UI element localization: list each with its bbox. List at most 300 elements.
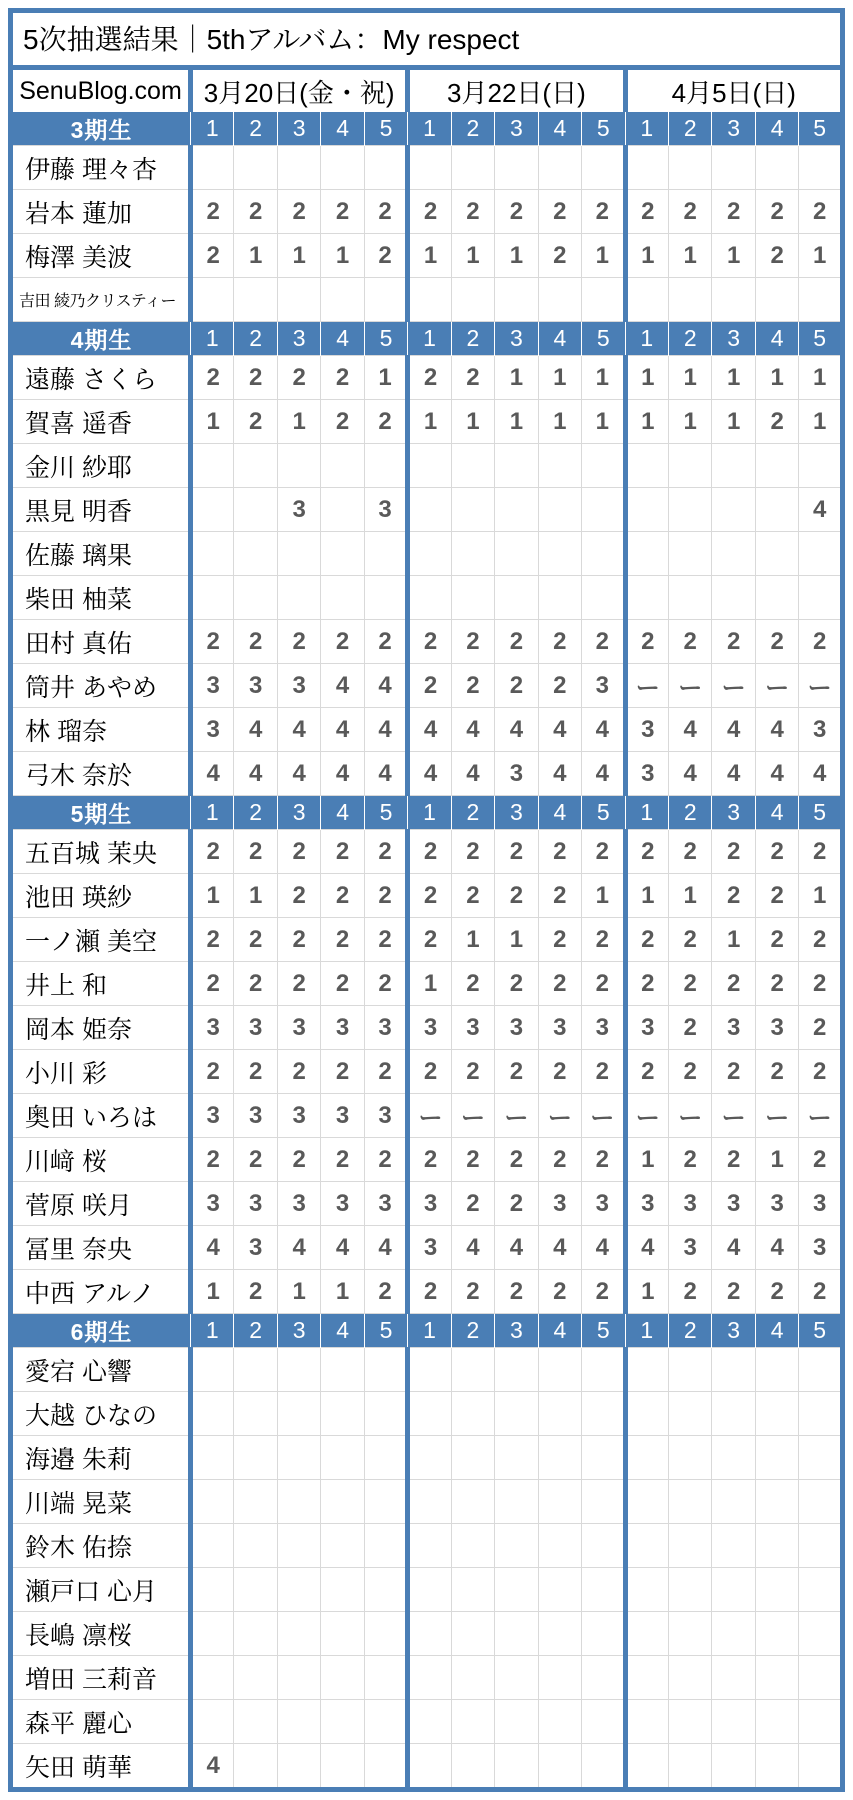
member-name: 佐藤 璃果 [11, 532, 191, 576]
value-cell [755, 488, 798, 532]
value-cell [668, 1744, 711, 1790]
value-cell [234, 1480, 277, 1524]
value-cell: 2 [538, 234, 581, 278]
value-cell [364, 532, 407, 576]
value-cell [364, 1524, 407, 1568]
table-row [11, 1094, 843, 1138]
value-cell [451, 576, 494, 620]
value-cell: ー [755, 664, 798, 708]
value-cell [234, 1436, 277, 1480]
value-cell [451, 1348, 494, 1392]
value-cell: 1 [538, 356, 581, 400]
value-cell: 1 [277, 234, 320, 278]
value-cell [712, 444, 755, 488]
value-cell [451, 1436, 494, 1480]
slot-number: 4 [321, 1314, 364, 1348]
value-cell: 2 [538, 664, 581, 708]
value-cell: 4 [277, 752, 320, 796]
value-cell [277, 1700, 320, 1744]
value-cell: 2 [712, 620, 755, 664]
slot-number: 2 [451, 796, 494, 830]
value-cell: 2 [538, 190, 581, 234]
value-cell [538, 1656, 581, 1700]
value-cell [582, 444, 625, 488]
value-cell [582, 1700, 625, 1744]
value-cell [191, 1700, 234, 1744]
value-cell: 2 [625, 918, 668, 962]
value-cell: 1 [799, 356, 843, 400]
value-cell [625, 146, 668, 190]
value-cell: 1 [495, 234, 538, 278]
value-cell: 4 [321, 1226, 364, 1270]
value-cell: 2 [277, 830, 320, 874]
value-cell [277, 1656, 320, 1700]
value-cell: 2 [799, 190, 843, 234]
value-cell [234, 576, 277, 620]
value-cell: 2 [538, 874, 581, 918]
value-cell [451, 278, 494, 322]
value-cell: 2 [755, 190, 798, 234]
value-cell: 1 [538, 400, 581, 444]
value-cell: 1 [451, 234, 494, 278]
value-cell: 3 [538, 1006, 581, 1050]
value-cell: 2 [582, 620, 625, 664]
value-cell: 3 [191, 664, 234, 708]
value-cell: 1 [755, 1138, 798, 1182]
value-cell [799, 1392, 843, 1436]
value-cell [582, 1436, 625, 1480]
member-name: 長嶋 凛桜 [11, 1612, 191, 1656]
value-cell: 3 [625, 1006, 668, 1050]
section-label: 6期生 [11, 1314, 191, 1348]
value-cell: 2 [321, 874, 364, 918]
value-cell [408, 488, 451, 532]
value-cell: 2 [625, 620, 668, 664]
slot-number: 4 [755, 322, 798, 356]
value-cell: 4 [451, 1226, 494, 1270]
value-cell: 2 [755, 1050, 798, 1094]
value-cell [234, 278, 277, 322]
value-cell [495, 488, 538, 532]
value-cell [364, 1656, 407, 1700]
value-cell [191, 576, 234, 620]
value-cell: 4 [408, 752, 451, 796]
value-cell: 2 [538, 918, 581, 962]
value-cell [538, 532, 581, 576]
value-cell: 2 [321, 1138, 364, 1182]
slot-number: 4 [755, 1314, 798, 1348]
value-cell: 3 [321, 1182, 364, 1226]
value-cell [451, 146, 494, 190]
value-cell [191, 1568, 234, 1612]
value-cell [321, 1744, 364, 1790]
value-cell: 2 [668, 962, 711, 1006]
value-cell: 1 [582, 400, 625, 444]
value-cell: 1 [799, 400, 843, 444]
value-cell [451, 1612, 494, 1656]
value-cell: 3 [495, 752, 538, 796]
slot-number: 5 [364, 796, 407, 830]
value-cell [234, 1392, 277, 1436]
value-cell [755, 278, 798, 322]
value-cell [582, 1568, 625, 1612]
slot-number: 1 [408, 112, 451, 146]
brand-label: SenuBlog.com [11, 68, 191, 113]
value-cell [277, 444, 320, 488]
value-cell: ー [799, 1094, 843, 1138]
value-cell [321, 278, 364, 322]
value-cell: 3 [799, 1226, 843, 1270]
value-cell [668, 1524, 711, 1568]
value-cell [277, 532, 320, 576]
value-cell: 2 [191, 234, 234, 278]
value-cell [277, 576, 320, 620]
value-cell [755, 576, 798, 620]
value-cell: 1 [625, 400, 668, 444]
slot-number: 4 [321, 796, 364, 830]
value-cell: 3 [234, 1226, 277, 1270]
value-cell: 2 [364, 874, 407, 918]
section-label: 5期生 [11, 796, 191, 830]
value-cell: 2 [755, 874, 798, 918]
date-header-3: 4月5日(日) [625, 68, 842, 113]
section-header-row [11, 322, 843, 356]
value-cell: 2 [408, 918, 451, 962]
value-cell [538, 1700, 581, 1744]
value-cell: 2 [408, 190, 451, 234]
value-cell: 2 [451, 1270, 494, 1314]
member-name: 森平 麗心 [11, 1700, 191, 1744]
value-cell: 2 [668, 620, 711, 664]
value-cell [451, 488, 494, 532]
value-cell: 2 [191, 918, 234, 962]
value-cell [321, 146, 364, 190]
value-cell [451, 1656, 494, 1700]
value-cell: 2 [321, 1050, 364, 1094]
value-cell: 2 [451, 1182, 494, 1226]
table-row [11, 1436, 843, 1480]
value-cell [625, 576, 668, 620]
slot-number: 5 [364, 1314, 407, 1348]
slot-number: 1 [625, 112, 668, 146]
value-cell: 1 [364, 356, 407, 400]
slot-number: 5 [799, 322, 843, 356]
value-cell [755, 1612, 798, 1656]
value-cell: 2 [799, 962, 843, 1006]
value-cell [712, 1700, 755, 1744]
value-cell: 4 [712, 752, 755, 796]
value-cell: 2 [277, 962, 320, 1006]
table-row [11, 664, 843, 708]
value-cell [668, 532, 711, 576]
table-row [11, 1348, 843, 1392]
value-cell [799, 1524, 843, 1568]
value-cell: 2 [234, 1138, 277, 1182]
value-cell [321, 532, 364, 576]
value-cell: 4 [755, 1226, 798, 1270]
value-cell [364, 1480, 407, 1524]
value-cell: 1 [668, 234, 711, 278]
value-cell: 3 [408, 1006, 451, 1050]
value-cell: 2 [625, 830, 668, 874]
slot-number: 5 [582, 112, 625, 146]
value-cell: 4 [712, 708, 755, 752]
value-cell [582, 576, 625, 620]
value-cell [712, 1480, 755, 1524]
slot-number: 3 [495, 112, 538, 146]
value-cell: 1 [625, 234, 668, 278]
value-cell: 2 [408, 1050, 451, 1094]
value-cell [582, 1392, 625, 1436]
member-name: 海邉 朱莉 [11, 1436, 191, 1480]
value-cell [712, 1348, 755, 1392]
value-cell: 2 [712, 1050, 755, 1094]
member-name: 大越 ひなの [11, 1392, 191, 1436]
value-cell: 3 [364, 1182, 407, 1226]
value-cell [277, 1348, 320, 1392]
table-row [11, 918, 843, 962]
value-cell: 4 [538, 1226, 581, 1270]
value-cell: 2 [321, 400, 364, 444]
value-cell [712, 1392, 755, 1436]
value-cell: ー [625, 664, 668, 708]
value-cell [234, 1700, 277, 1744]
value-cell [712, 488, 755, 532]
value-cell: 2 [625, 962, 668, 1006]
member-name: 奥田 いろは [11, 1094, 191, 1138]
value-cell: 2 [799, 1270, 843, 1314]
value-cell [755, 1656, 798, 1700]
value-cell: 2 [234, 1270, 277, 1314]
value-cell: 2 [364, 234, 407, 278]
value-cell: 4 [321, 752, 364, 796]
table-row [11, 234, 843, 278]
value-cell: 3 [277, 664, 320, 708]
value-cell: 2 [668, 1050, 711, 1094]
value-cell: ー [408, 1094, 451, 1138]
value-cell [538, 1524, 581, 1568]
value-cell: ー [538, 1094, 581, 1138]
value-cell: 1 [712, 234, 755, 278]
value-cell [668, 146, 711, 190]
value-cell [538, 444, 581, 488]
slot-number: 4 [321, 322, 364, 356]
value-cell [364, 444, 407, 488]
value-cell [321, 1656, 364, 1700]
value-cell [799, 532, 843, 576]
value-cell: 1 [582, 874, 625, 918]
value-cell [755, 1700, 798, 1744]
value-cell: 4 [364, 752, 407, 796]
value-cell: 3 [191, 1094, 234, 1138]
value-cell [321, 488, 364, 532]
section-label: 3期生 [11, 112, 191, 146]
value-cell: 2 [582, 1270, 625, 1314]
value-cell: 2 [495, 620, 538, 664]
value-cell: 3 [277, 1006, 320, 1050]
value-cell: 2 [364, 1050, 407, 1094]
value-cell [191, 1348, 234, 1392]
value-cell [538, 1392, 581, 1436]
value-cell [234, 146, 277, 190]
slot-number: 4 [755, 796, 798, 830]
value-cell: 2 [364, 830, 407, 874]
slot-number: 4 [538, 796, 581, 830]
value-cell [191, 146, 234, 190]
value-cell: 3 [582, 1006, 625, 1050]
value-cell [538, 1436, 581, 1480]
value-cell: 3 [538, 1182, 581, 1226]
value-cell [277, 1524, 320, 1568]
value-cell [495, 444, 538, 488]
title-row [11, 11, 843, 68]
slot-number: 2 [234, 796, 277, 830]
value-cell: 2 [321, 918, 364, 962]
value-cell [625, 1700, 668, 1744]
slot-number: 3 [495, 796, 538, 830]
slot-number: 3 [712, 796, 755, 830]
slot-number: 4 [538, 322, 581, 356]
value-cell [712, 532, 755, 576]
member-name: 伊藤 理々杏 [11, 146, 191, 190]
value-cell [364, 1612, 407, 1656]
value-cell: 2 [668, 918, 711, 962]
value-cell [191, 1656, 234, 1700]
slot-number: 2 [668, 796, 711, 830]
value-cell: 3 [234, 1094, 277, 1138]
value-cell: 3 [799, 1182, 843, 1226]
value-cell: 2 [712, 830, 755, 874]
value-cell: 2 [538, 830, 581, 874]
value-cell [799, 278, 843, 322]
value-cell: 2 [234, 1050, 277, 1094]
value-cell [191, 278, 234, 322]
value-cell: 3 [364, 1094, 407, 1138]
value-cell [408, 1568, 451, 1612]
table-row [11, 962, 843, 1006]
table-row [11, 874, 843, 918]
value-cell: 3 [799, 708, 843, 752]
value-cell: 3 [625, 1182, 668, 1226]
value-cell: 2 [234, 830, 277, 874]
value-cell: ー [799, 664, 843, 708]
value-cell [277, 146, 320, 190]
table-row [11, 400, 843, 444]
member-name: 小川 彩 [11, 1050, 191, 1094]
value-cell: 1 [234, 234, 277, 278]
value-cell [495, 532, 538, 576]
value-cell [582, 1612, 625, 1656]
value-cell: 2 [451, 1138, 494, 1182]
value-cell [799, 1480, 843, 1524]
member-name: 菅原 咲月 [11, 1182, 191, 1226]
value-cell: 3 [408, 1182, 451, 1226]
value-cell [582, 146, 625, 190]
table-row [11, 146, 843, 190]
value-cell [755, 1392, 798, 1436]
value-cell: 2 [191, 190, 234, 234]
value-cell: 2 [277, 190, 320, 234]
value-cell: 2 [582, 1050, 625, 1094]
value-cell [582, 1744, 625, 1790]
table-row [11, 1568, 843, 1612]
member-name: 賀喜 遥香 [11, 400, 191, 444]
value-cell [364, 1392, 407, 1436]
slot-number: 2 [234, 112, 277, 146]
table-row [11, 1050, 843, 1094]
value-cell [668, 444, 711, 488]
value-cell: 1 [582, 356, 625, 400]
member-name: 遠藤 さくら [11, 356, 191, 400]
table-row [11, 444, 843, 488]
value-cell [799, 444, 843, 488]
value-cell [668, 1436, 711, 1480]
value-cell: 2 [234, 356, 277, 400]
value-cell: 1 [191, 874, 234, 918]
value-cell: 1 [408, 234, 451, 278]
value-cell [234, 1524, 277, 1568]
value-cell: 2 [668, 1270, 711, 1314]
member-name: 筒井 あやめ [11, 664, 191, 708]
value-cell [408, 146, 451, 190]
value-cell [799, 1436, 843, 1480]
value-cell [495, 278, 538, 322]
value-cell [234, 1568, 277, 1612]
value-cell: 2 [321, 190, 364, 234]
value-cell: 1 [321, 1270, 364, 1314]
value-cell: 2 [408, 874, 451, 918]
value-cell: 4 [451, 752, 494, 796]
value-cell: 2 [625, 190, 668, 234]
member-name: 柴田 柚菜 [11, 576, 191, 620]
value-cell: 1 [191, 400, 234, 444]
value-cell [408, 1436, 451, 1480]
value-cell: 4 [582, 708, 625, 752]
value-cell: ー [625, 1094, 668, 1138]
value-cell [668, 1612, 711, 1656]
value-cell: 3 [582, 664, 625, 708]
member-name: 瀬戸口 心月 [11, 1568, 191, 1612]
value-cell: 3 [364, 488, 407, 532]
member-name: 田村 真佑 [11, 620, 191, 664]
slot-number: 1 [625, 322, 668, 356]
value-cell: 1 [712, 356, 755, 400]
value-cell [364, 146, 407, 190]
value-cell: 4 [799, 488, 843, 532]
value-cell [408, 1480, 451, 1524]
value-cell: 2 [451, 356, 494, 400]
value-cell: 1 [799, 874, 843, 918]
value-cell [191, 1436, 234, 1480]
value-cell: 2 [495, 190, 538, 234]
value-cell [799, 576, 843, 620]
value-cell [538, 278, 581, 322]
value-cell [755, 1436, 798, 1480]
value-cell: 2 [408, 356, 451, 400]
value-cell: 2 [582, 1138, 625, 1182]
value-cell: 1 [799, 234, 843, 278]
value-cell [582, 1656, 625, 1700]
value-cell: 4 [668, 708, 711, 752]
value-cell: 4 [582, 1226, 625, 1270]
value-cell: 4 [364, 1226, 407, 1270]
value-cell: 1 [191, 1270, 234, 1314]
value-cell: 2 [799, 1006, 843, 1050]
table-row [11, 1656, 843, 1700]
value-cell: 4 [191, 1744, 234, 1790]
value-cell [408, 1744, 451, 1790]
value-cell [451, 1524, 494, 1568]
